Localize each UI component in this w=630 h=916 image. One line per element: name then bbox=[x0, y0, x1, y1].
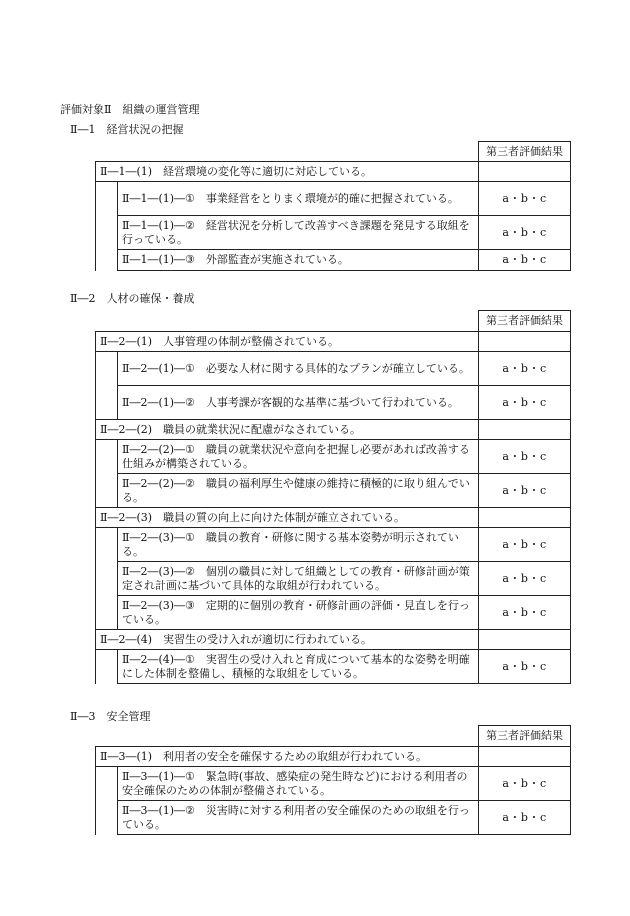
item-text: Ⅱ―2―(3)―② 個別の職員に対して組織としての教育・研修計画が策定され計画に基づいて具体的な取組が行われている。 bbox=[118, 562, 479, 596]
header-blank bbox=[96, 311, 479, 332]
item-text: Ⅱ―3―(1)―② 災害時に対する利用者の安全確保のための取組を行っている。 bbox=[118, 801, 479, 835]
page-title: 評価対象Ⅱ 組織の運営管理 bbox=[60, 103, 200, 116]
group-label: Ⅱ―2―(3) 職員の質の向上に向けた体制が確立されている。 bbox=[96, 508, 479, 528]
group-result-empty bbox=[479, 630, 571, 650]
indent-gutter bbox=[96, 528, 118, 630]
rating-options[interactable]: a・b・c bbox=[479, 352, 571, 386]
group-row bbox=[96, 162, 571, 182]
item-text: Ⅱ―1―(1)―② 経営状況を分析して改善すべき課題を発見する取組を行っている。 bbox=[118, 216, 479, 250]
item-row bbox=[96, 216, 571, 250]
group-label: Ⅱ―1―(1) 経営環境の変化等に適切に対応している。 bbox=[96, 162, 479, 182]
section-heading: Ⅱ―1 経営状況の把握 bbox=[70, 123, 184, 136]
rating-options[interactable]: a・b・c bbox=[479, 596, 571, 630]
rating-options[interactable]: a・b・c bbox=[479, 801, 571, 835]
rating-options[interactable]: a・b・c bbox=[479, 474, 571, 508]
rating-options[interactable]: a・b・c bbox=[479, 216, 571, 250]
evaluation-table bbox=[95, 310, 571, 684]
evaluation-table bbox=[95, 725, 571, 835]
item-text: Ⅱ―2―(1)―① 必要な人材に関する具体的なプランが確立している。 bbox=[118, 352, 479, 386]
item-row bbox=[96, 182, 571, 216]
group-row bbox=[96, 630, 571, 650]
group-result-empty bbox=[479, 747, 571, 767]
header-blank bbox=[96, 142, 479, 162]
indent-gutter bbox=[96, 650, 118, 684]
group-result-empty bbox=[479, 508, 571, 528]
group-result-empty bbox=[479, 332, 571, 352]
item-text: Ⅱ―2―(2)―① 職員の就業状況や意向を把握し必要があれば改善する仕組みが構築されている。 bbox=[118, 440, 479, 474]
group-row bbox=[96, 508, 571, 528]
item-row bbox=[96, 352, 571, 386]
group-row bbox=[96, 747, 571, 767]
section-heading: Ⅱ―3 安全管理 bbox=[70, 710, 151, 723]
group-label: Ⅱ―2―(4) 実習生の受け入れが適切に行われている。 bbox=[96, 630, 479, 650]
item-row bbox=[96, 801, 571, 835]
rating-options[interactable]: a・b・c bbox=[479, 767, 571, 801]
item-text: Ⅱ―2―(3)―① 職員の教育・研修に関する基本姿勢が明示されている。 bbox=[118, 528, 479, 562]
item-row bbox=[96, 767, 571, 801]
item-row bbox=[96, 528, 571, 562]
item-row bbox=[96, 386, 571, 420]
evaluation-table bbox=[95, 141, 571, 271]
header-blank bbox=[96, 726, 479, 747]
rating-options[interactable]: a・b・c bbox=[479, 250, 571, 271]
result-header: 第三者評価結果 bbox=[479, 726, 571, 747]
group-label: Ⅱ―2―(2) 職員の就業状況に配慮がなされている。 bbox=[96, 420, 479, 440]
group-row bbox=[96, 420, 571, 440]
rating-options[interactable]: a・b・c bbox=[479, 650, 571, 684]
item-text: Ⅱ―1―(1)―① 事業経営をとりまく環境が的確に把握されている。 bbox=[118, 182, 479, 216]
group-result-empty bbox=[479, 162, 571, 182]
indent-gutter bbox=[96, 182, 118, 271]
result-header: 第三者評価結果 bbox=[479, 142, 571, 162]
rating-options[interactable]: a・b・c bbox=[479, 386, 571, 420]
item-row bbox=[96, 250, 571, 271]
indent-gutter bbox=[96, 440, 118, 508]
item-row bbox=[96, 562, 571, 596]
rating-options[interactable]: a・b・c bbox=[479, 528, 571, 562]
item-text: Ⅱ―3―(1)―① 緊急時(事故、感染症の発生時など)における利用者の安全確保のための体制が整備されている。 bbox=[118, 767, 479, 801]
indent-gutter bbox=[96, 767, 118, 835]
item-row bbox=[96, 596, 571, 630]
rating-options[interactable]: a・b・c bbox=[479, 562, 571, 596]
item-text: Ⅱ―1―(1)―③ 外部監査が実施されている。 bbox=[118, 250, 479, 271]
group-row bbox=[96, 332, 571, 352]
section-heading: Ⅱ―2 人材の確保・養成 bbox=[70, 292, 195, 305]
group-label: Ⅱ―3―(1) 利用者の安全を確保するための取組が行われている。 bbox=[96, 747, 479, 767]
group-result-empty bbox=[479, 420, 571, 440]
rating-options[interactable]: a・b・c bbox=[479, 182, 571, 216]
item-row bbox=[96, 474, 571, 508]
indent-gutter bbox=[96, 352, 118, 420]
rating-options[interactable]: a・b・c bbox=[479, 440, 571, 474]
item-row bbox=[96, 650, 571, 684]
item-text: Ⅱ―2―(3)―③ 定期的に個別の教育・研修計画の評価・見直しを行っている。 bbox=[118, 596, 479, 630]
item-text: Ⅱ―2―(2)―② 職員の福利厚生や健康の維持に積極的に取り組んでいる。 bbox=[118, 474, 479, 508]
item-row bbox=[96, 440, 571, 474]
item-text: Ⅱ―2―(1)―② 人事考課が客観的な基準に基づいて行われている。 bbox=[118, 386, 479, 420]
item-text: Ⅱ―2―(4)―① 実習生の受け入れと育成について基本的な姿勢を明確にした体制を整備し、積極的な取組をしている。 bbox=[118, 650, 479, 684]
group-label: Ⅱ―2―(1) 人事管理の体制が整備されている。 bbox=[96, 332, 479, 352]
result-header: 第三者評価結果 bbox=[479, 311, 571, 332]
